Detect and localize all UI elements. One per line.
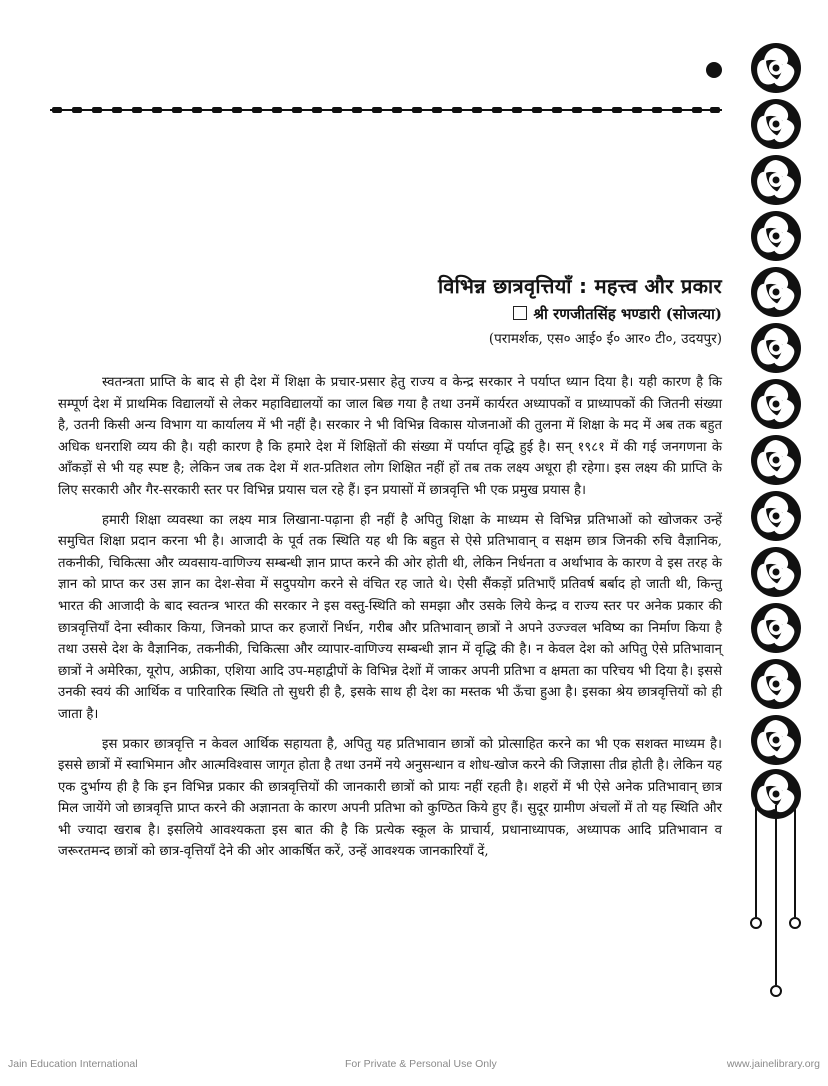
bullet-dot-icon	[706, 62, 722, 78]
footer-website-link[interactable]: www.jainelibrary.org	[726, 1058, 820, 1070]
footer-publisher: Jain Education International	[8, 1058, 138, 1070]
dash-dot-divider	[50, 105, 722, 115]
paragraph-3: इस प्रकार छात्रवृत्ति न केवल आर्थिक सहायता है, अपितु यह प्रतिभावान छात्रों को प्रोत्साहित करने का भी एक सशक्त माध्यम है। इससे छात्रों में स्वाभिमान और आत्मविश्वास जागृत होता है तथा उनमें नये अनुसन्धान व शोध-खोज करने की जिज्ञासा तीव्र होती है। लेकिन यह एक दुर्भाग्य ही है कि इन विभिन्न प्रकार की छात्रवृत्तियों की जानकारी छात्रों को प्रायः नहीं रहती है। शहरों में भी ऐसे अनेक प्रतिभावान् छात्र मिल जायेंगे जो छात्रवृत्ति प्राप्त करने की अज्ञानता के कारण अपनी प्रतिभा को कुण्ठित किये हुए हैं। सुदूर ग्रामीण अंचलों में तो यह स्थिति और भी ज्यादा खराब है। इसलिये आवश्यकता इस बात की है कि प्रत्येक स्कूल के प्राचार्य, प्रधानाध्यापक, अध्यापक आदि प्रतिभावान व जरूरतमन्द छात्रों को छात्र-वृत्तियाँ देने की ओर आकर्षित करें, उन्हें आवश्यक जानकारियाँ दें,	[58, 736, 722, 860]
author-affiliation: (परामर्शक, एस० आई० ई० आर० टी०, उदयपुर)	[488, 331, 722, 347]
paragraph-1: स्वतन्त्रता प्राप्ति के बाद से ही देश में शिक्षा के प्रचार-प्रसार हेतु राज्य व केन्द्र सरकार ने पर्याप्त ध्यान दिया है। यही कारण है कि सम्पूर्ण देश में प्राथमिक विद्यालयों से लेकर महाविद्यालयों का जाल बिछ गया है तथा उनमें कार्यरत अध्यापकों व प्राध्यापकों की जितनी संख्या है, उतनी किसी अन्य विभाग या कार्यालय में भी नहीं है। सरकार ने भी विभिन्न विकास योजनाओं की तुलना में शिक्षा के मद में अब तक बहुत अधिक धनराशि व्यय की है। यही कारण है कि हमारे देश में शिक्षितों की संख्या में पर्याप्त वृद्धि हुई है। सन् १९८१ में की गई जनगणना के आँकड़ों से भी यह स्पष्ट है; लेकिन जब तक देश में शत-प्रतिशत लोग शिक्षित नहीं हों तब तक लक्ष्य अधूरा ही रहेगा। इस लक्ष्य की प्राप्ति के लिए सरकारी और गैर-सरकारी स्तर पर विभिन्न प्रयास चल रहे हैं। इन प्रयासों में छात्रवृत्ति भी एक प्रमुख प्रयास है।	[58, 375, 722, 498]
article-header	[290, 272, 722, 350]
hollow-square-icon	[513, 306, 527, 320]
paragraph-2: हमारी शिक्षा व्यवस्था का लक्ष्य मात्र लिखाना-पढ़ाना ही नहीं है अपितु शिक्षा के माध्यम से विभिन्न प्रतिभाओं को खोजकर उन्हें समुचित शिक्षा प्रदान करना भी है। आजादी के पूर्व तक स्थिति यह थी कि बहुत से ऐसे प्रतिभावान् व सक्षम छात्र जिनकी रुचि वैज्ञानिक, तकनीकी, चिकित्सा और व्यवसाय-वाणिज्य सम्बन्धी ज्ञान प्राप्त करने की ओर होती थी, लेकिन निर्धनता व अर्थाभाव के कारण वे इस तरह के ज्ञान को प्राप्त कर उस ज्ञान का देश-सेवा में सदुपयोग करने से वंचित रह जाते थे। ऐसी सैंकड़ों प्रतिभाएँ प्रतिवर्ष बर्बाद हो जाती थी, किन्तु भारत की आजादी के बाद स्वतन्त्र भारत की सरकार ने इस वस्तु-स्थिति को समझा और उसके लिये केन्द्र व राज्य स्तर पर अनेक प्रकार की छात्रवृत्तियाँ देना स्वीकार किया, जिनको प्राप्त कर हजारों निर्धन, गरीब और प्रतिभावान् छात्रों ने अपने उज्ज्वल भविष्य का निर्माण किया है तथा उससे देश के वैज्ञानिक, तकनीकी, चिकित्सा और व्यापार-वाणिज्य सम्बन्धी ज्ञान में वृद्धि की है। न केवल देश को अपितु ऐसे प्रतिभावान् छात्रों ने अमेरिका, यूरोप, अफ्रीका, एशिया आदि उप-महाद्वीपों के विभिन्न देशों में जाकर अपनी प्रतिभा व क्षमता का परिचय भी दिया है। इससे उनकी स्वयं की आर्थिक व पारिवारिक स्थिति तो सुधरी ही है, इसके साथ ही देश का मस्तक भी ऊँचा हुआ है। इसका श्रेय छात्रवृत्तियों को ही जाता है।	[58, 512, 722, 722]
article-author	[290, 302, 722, 326]
author-name: श्री रणजीतसिंह भण्डारी (सोजत्या)	[533, 305, 722, 323]
paisley-border-icon	[748, 40, 804, 820]
footer-usage-note: For Private & Personal Use Only	[345, 1058, 497, 1070]
article-title: विभिन्न छात्रवृत्तियाँ : महत्त्व और प्रकार	[438, 274, 722, 298]
page-footer	[0, 1058, 828, 1078]
tassel-lines-icon	[748, 805, 804, 1015]
article-body	[58, 372, 722, 871]
